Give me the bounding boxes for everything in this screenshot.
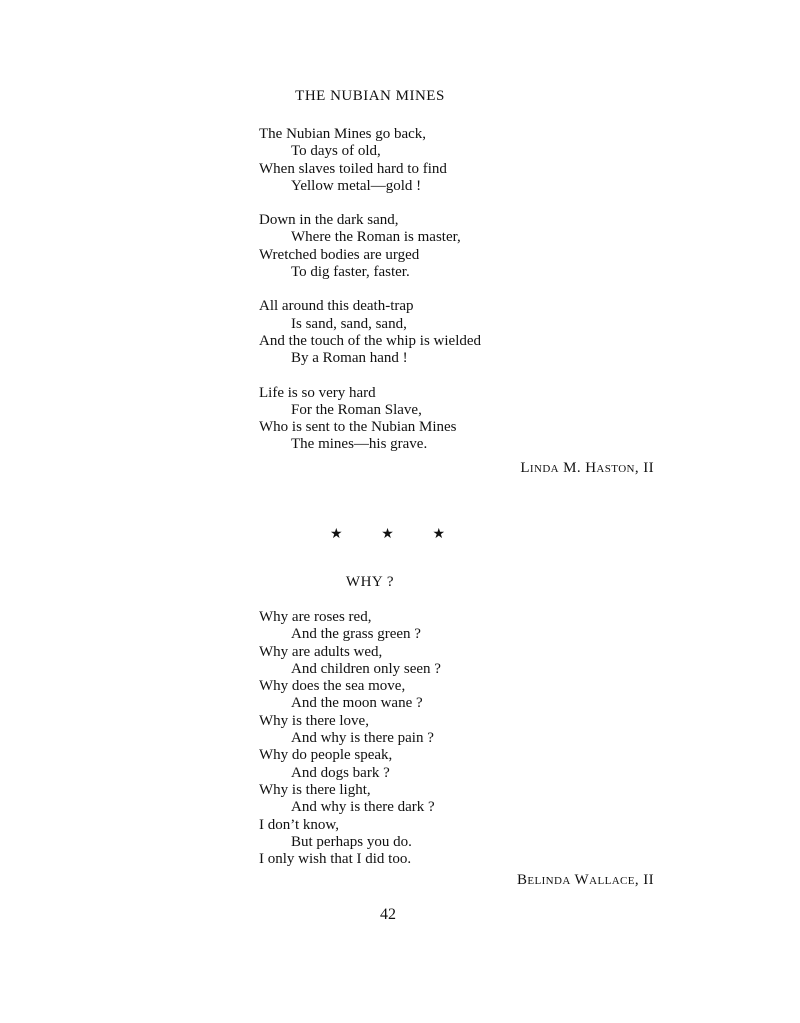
poem-line: And children only seen ? [291, 660, 441, 677]
poem-line: And the moon wane ? [291, 695, 423, 712]
poem-line: To dig faster, faster. [291, 264, 410, 281]
section-divider [330, 526, 445, 543]
star-icon: ★ [432, 527, 445, 542]
poem-line: But perhaps you do. [291, 833, 412, 850]
poem-body [259, 609, 441, 868]
poem-line: Who is sent to the Nubian Mines [259, 419, 457, 436]
poem-line: And why is there pain ? [291, 730, 434, 747]
poem-line: I only wish that I did too. [259, 851, 412, 868]
poem-line: And the touch of the whip is wielded [259, 332, 482, 349]
star-icon: ★ [330, 527, 343, 542]
poem-line: And dogs bark ? [291, 764, 390, 781]
poem-line: The mines—his grave. [291, 436, 428, 453]
poem-author: Linda M. Haston, II [520, 460, 654, 476]
stanza [259, 298, 481, 367]
poem-line: When slaves toiled hard to find [259, 160, 447, 177]
stanza [259, 126, 481, 195]
page-number: 42 [380, 906, 396, 923]
poem-line: Why does the sea move, [259, 678, 406, 695]
poem-line: Why is there light, [259, 781, 371, 798]
poem-line: Yellow metal—gold ! [291, 177, 422, 194]
poem-line: The Nubian Mines go back, [259, 126, 427, 142]
stanza [259, 385, 481, 454]
poem-line: All around this death-trap [259, 298, 414, 315]
poem-line: Is sand, sand, sand, [291, 315, 407, 332]
poem-line: For the Roman Slave, [291, 401, 422, 418]
poem-line: Life is so very hard [259, 384, 376, 401]
poem-line: Down in the dark sand, [259, 212, 399, 229]
poem-line: And why is there dark ? [291, 799, 435, 816]
poem-line: To days of old, [291, 143, 381, 160]
poem-body [259, 126, 481, 471]
poem-title: WHY ? [345, 574, 395, 590]
poem-line: Why is there love, [259, 712, 369, 729]
poem-author: Belinda Wallace, II [516, 872, 654, 888]
poem-line: Why are adults wed, [259, 643, 383, 660]
poem-line: Why do people speak, [259, 747, 393, 764]
poem-line: And the grass green ? [291, 626, 421, 643]
poem-line: Where the Roman is master, [291, 229, 461, 246]
stanza [259, 212, 481, 281]
poem-line: Wretched bodies are urged [259, 246, 420, 263]
poem-line: Why are roses red, [259, 609, 372, 625]
poem-line: I don’t know, [259, 816, 339, 833]
star-icon: ★ [381, 527, 394, 542]
poem-title: THE NUBIAN MINES [295, 88, 445, 104]
poem-line: By a Roman hand ! [291, 350, 408, 367]
